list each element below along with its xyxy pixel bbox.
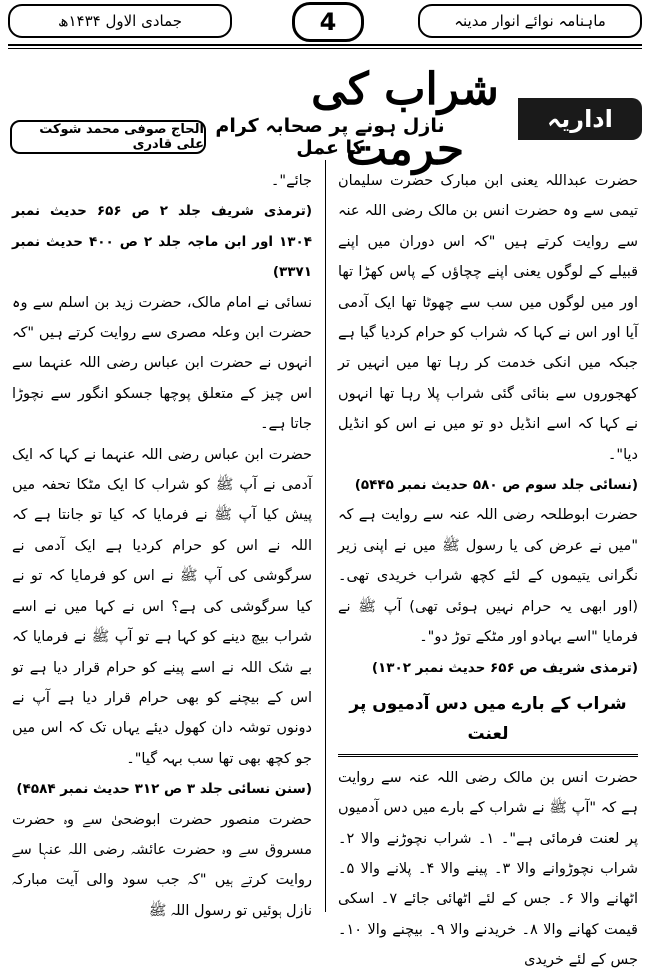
paragraph: حضرت عبداللہ یعنی ابن مبارک حضرت سلیمان تیمی سے وہ حضرت انس بن مالک رضی اللہ عنہ سے روایت کرتے ہیں "کہ اس دوران میں اپنے قبیلے کے لوگوں یعنی اپنے چچاؤں کے پاس کھڑا تھا اور میں لوگوں میں سب سے چھوٹا تھا ایک آدمی آیا اور اس نے کہا کہ شراب کو حرام کردیا گیا ہے جبکہ میں انکی خدمت کر رہا تھا میں انہیں تر کھجوروں سے بنائی گئی شراب پلا رہا تھا انہوں نے کہا کہ اسے انڈیل دو تو میں نے اس کو انڈیل دیا"۔ [338,173,638,463]
author-box [10,120,206,154]
header-rule-thin [8,48,642,49]
issue-date: جمادی الاول ۱۴۳۴ھ [57,12,183,30]
right-column [338,166,638,976]
magazine-name: ماہنامہ نوائے انوار مدینہ [454,12,606,30]
left-column [12,166,312,926]
author-name: الحاج صوفی محمد شوکت علی قادری [39,122,204,152]
section-label: اداریہ [518,98,642,140]
paragraph: حضرت انس بن مالک رضی اللہ عنہ سے روایت ہے کہ "آپ ﷺ نے شراب کے بارے میں دس آدمیوں پر لعنت فرمائی ہے"۔ ۱۔ شراب نچوڑنے والا ۲۔ شراب نچوڑوانے والا ۳۔ پینے والا ۴۔ پلانے والا ۵۔ اٹھانے والا ۶۔ جس کے لئے اٹھائی جائے ۷۔ اسکی قیمت کھانے والا ۸۔ خریدنے والا ۹۔ بیچنے والا ۱۰۔ جس کے لئے خریدی [338,769,638,969]
header-rule [8,44,642,46]
article-title: شراب کی حرمت [311,64,499,175]
paragraph: نسائی نے امام مالک، حضرت زید بن اسلم سے وہ حضرت ابن وعلہ مصری سے روایت کرتے ہیں "کہ انہوں نے حضرت ابن عباس رضی اللہ عنہما سے اس چیز کے متعلق پوچھا جسکو انگور سے نچوڑا جاتا ہے۔ [12,294,312,433]
paragraph: حضرت ابوطلحہ رضی اللہ عنہ سے روایت ہے کہ "میں نے عرض کی یا رسول ﷺ میں نے اپنی زیر نگرانی یتیموں کے لئے کچھ شراب خریدی تھی۔ (اور ابھی یہ حرام نہیں ہوئی تھی) آپ ﷺ نے فرمایا "اسے بہادو اور مٹکے توڑ دو"۔ [338,507,638,646]
page-number: 4 [292,2,364,42]
paragraph: جائے"۔ [270,173,312,189]
paragraph: حضرت منصور حضرت ابوضحیٰ سے وہ حضرت مسروق سے وہ حضرت عائشہ رضی اللہ عنہا سے روایت کرتے ہیں "کہ جب سود والی آیت مبارکہ نازل ہوئیں تو رسول اللہ ﷺ [12,811,312,919]
hadith-reference: (ترمذی شریف جلد ۲ ص ۶۵۶ حدیث نمبر ۱۳۰۴ اور ابن ماجہ جلد ۲ ص ۴۰۰ حدیث نمبر ۳۳۷۱) [12,203,312,281]
article-subtitle: نازل ہونے پر صحابہ کرام کا عمل [215,115,445,159]
magazine-name-box [418,4,642,38]
section-heading: شراب کے بارے میں دس آدمیوں پر لعنت [338,689,638,757]
hadith-reference: (سنن نسائی جلد ۳ ص ۳۱۲ حدیث نمبر ۴۵۸۴) [16,781,312,798]
column-divider [325,160,326,912]
hadith-reference: (نسائی جلد سوم ص ۵۸۰ حدیث نمبر ۵۴۴۵) [354,477,638,494]
paragraph: حضرت ابن عباس رضی اللہ عنہما نے کہا کہ ایک آدمی نے آپ ﷺ کو شراب کا ایک مٹکا تحفہ میں پیش کیا آپ ﷺ نے فرمایا کہ کیا تو جانتا ہے کہ اللہ نے اس کو حرام کردیا ہے ایک آدمی نے سرگوشی کی آپ ﷺ نے اس کو فرمایا کہ تو نے کیا سرگوشی کی ہے؟ اس نے کہا میں نے اسے شراب بیچ دینے کو کہا ہے تو آپ ﷺ نے فرمایا کہ بے شک اللہ نے اسے پینے کو حرام قرار دیا ہے تو اس کے بیچنے کو بھی حرام قرار دیا ہے آپ نے دونوں توشہ دان کھول دیئے یہاں تک کہ اس میں جو کچھ بھی تھا سب بہہ گیا"۔ [12,446,312,767]
issue-date-box [8,4,232,38]
hadith-reference: (ترمذی شریف ص ۶۵۶ حدیث نمبر ۱۳۰۲) [371,659,638,676]
